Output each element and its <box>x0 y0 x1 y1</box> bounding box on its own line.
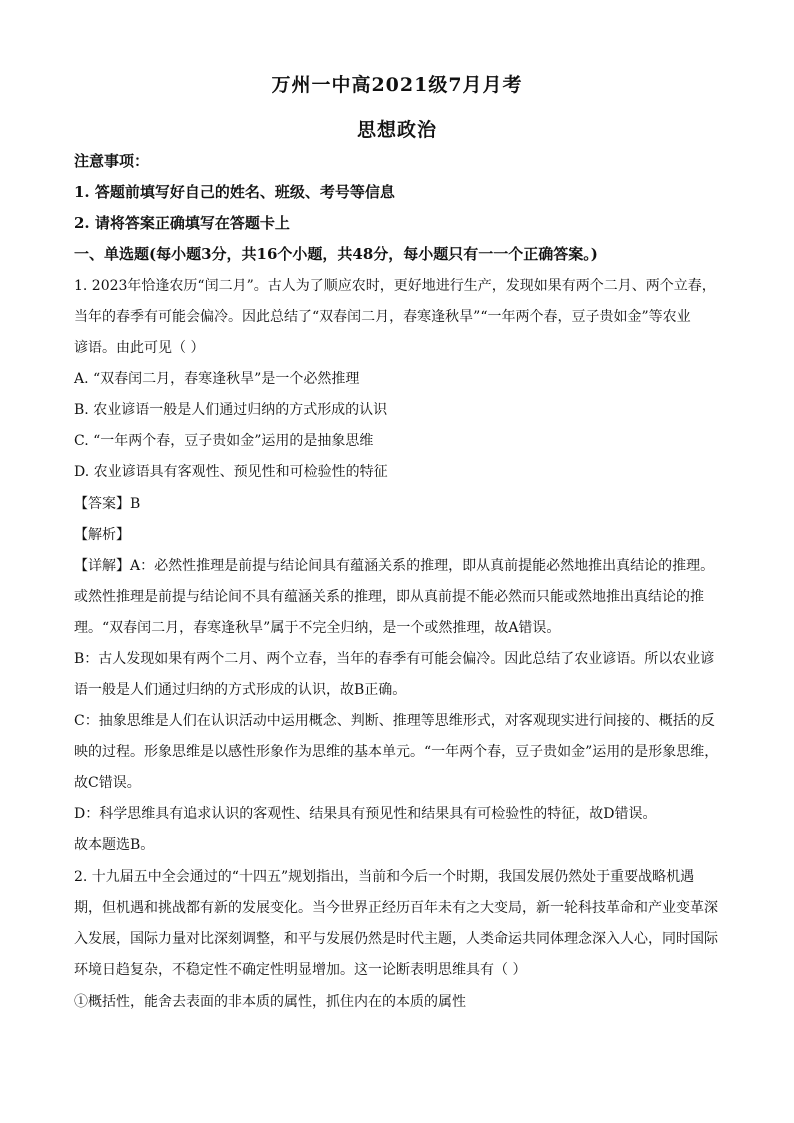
q1-option-c: C. “一年两个春，豆子贵如金”运用的是抽象思维 <box>74 433 374 449</box>
q1-detail-line: B：古人发现如果有两个二月、两个立春，当年的春季有可能会偏冷。因此总结了农业谚语。所以农业谚 <box>74 651 715 667</box>
notice-item-1: 1. 答题前填写好自己的姓名、班级、考号等信息 <box>74 183 395 201</box>
exam-subject: 思想政治 <box>356 119 437 141</box>
q2-stem-line: 期，但机遇和挑战都有新的发展变化。当今世界正经历百年未有之大变局，新一轮科技革命和产业变革深 <box>74 900 718 916</box>
q1-option-d: D. 农业谚语具有客观性、预见性和可检验性的特征 <box>74 464 388 480</box>
q2-stem-line: 2. 十九届五中全会通过的“十四五”规划指出，当前和今后一个时期，我国发展仍然处于重要战略机遇 <box>74 869 695 885</box>
q1-detail-line: C：抽象思维是人们在认识活动中运用概念、判断、推理等思维形式，对客观现实进行间接的、概括的反 <box>74 713 715 729</box>
q1-answer: 【答案】B <box>74 496 141 512</box>
q1-stem-line: 1. 2023年恰逢农历“闰二月”。古人为了顺应农时，更好地进行生产，发现如果有两个二月、两个立春， <box>74 278 716 294</box>
q2-option-1: ①概括性，能舍去表面的非本质的属性，抓住内在的本质的属性 <box>74 994 466 1010</box>
q1-detail-line: 语一般是人们通过归纳的方式形成的认识，故B正确。 <box>74 682 407 698</box>
q1-stem-line: 当年的春季有可能会偏冷。因此总结了“双春闰二月，春寒逢秋旱”“一年两个春，豆子贵如金”等农业 <box>74 309 691 325</box>
notice-item-2: 2. 请将答案正确填写在答题卡上 <box>74 214 290 232</box>
notice-heading: 注意事项： <box>74 152 150 170</box>
exam-title: 万州一中高2021级7月月考 <box>271 74 523 96</box>
q1-detail-line: 或然性推理是前提与结论间不具有蕴涵关系的推理，即从真前提不能必然而只能或然地推出真结论的推 <box>74 589 704 605</box>
q1-detail-line: 理。“双春闰二月，春寒逢秋旱”属于不完全归纳，是一个或然推理，故A错误。 <box>74 620 561 636</box>
q1-detail-line: 映的过程。形象思维是以感性形象作为思维的基本单元。“一年两个春，豆子贵如金”运用的是形象思维， <box>74 744 719 760</box>
q2-stem-line: 入发展，国际力量对比深刻调整，和平与发展仍然是时代主题，人类命运共同体理念深入人心，同时国际 <box>74 931 718 947</box>
q1-analysis-label: 【解析】 <box>74 527 130 543</box>
q1-detail-line: 【详解】A：必然性推理是前提与结论间具有蕴涵关系的推理，即从真前提能必然地推出真结论的推理。 <box>74 558 715 574</box>
q1-option-b: B. 农业谚语一般是人们通过归纳的方式形成的认识 <box>74 402 388 418</box>
q2-stem-line: 环境日趋复杂，不稳定性不确定性明显增加。这一论断表明思维具有（ ） <box>74 962 527 978</box>
q1-detail-line: 故C错误。 <box>74 775 141 791</box>
section-heading: 一、单选题(每小题3分，共16个小题，共48分，每小题只有一一个正确答案。) <box>74 245 598 263</box>
q1-detail-line: D：科学思维具有追求认识的客观性、结果具有预见性和结果具有可检验性的特征，故D错误。 <box>74 806 657 822</box>
q1-detail-line: 故本题选B。 <box>74 837 155 853</box>
q1-stem-line: 谚语。由此可见（ ） <box>74 340 205 356</box>
q1-option-a: A. “双春闰二月，春寒逢秋旱”是一个必然推理 <box>74 371 360 387</box>
